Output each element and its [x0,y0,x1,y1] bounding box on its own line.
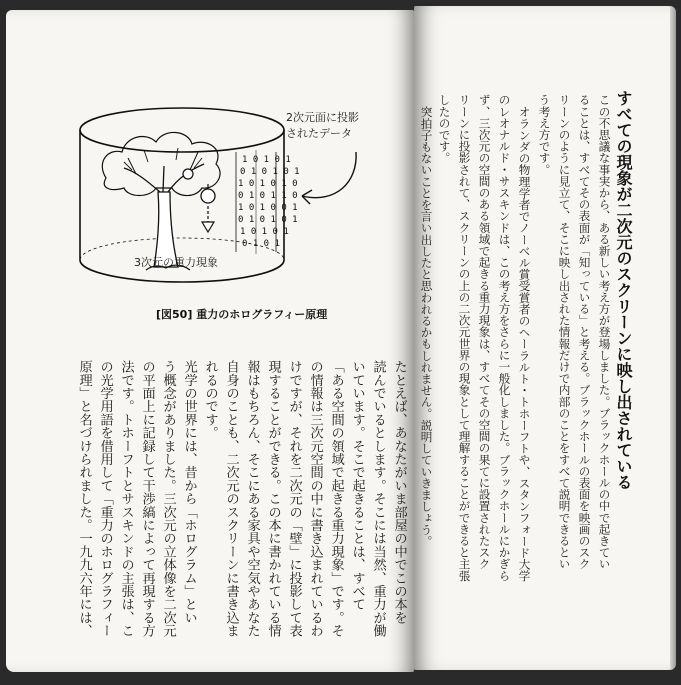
left-text-line-12: う概念がありました。三次元の立体像を二次元 [160,360,176,638]
right-text-line-7: ず、三次元の空間のある領域で起きる重力現象は、すべてその空間の果てに設置されたスク [477,94,492,570]
right-text-line-10: 突拍子もないことを言い出したと思われるかもしれません。説明していきましょう。 [419,106,434,547]
left-text-line-2: 読んでいるとします。そこには当然、重力が働 [370,360,386,638]
right-text-line-4: う考え方です。 [537,94,552,176]
page-edge [670,6,676,670]
left-page [6,10,414,672]
left-text-line-7: 現することができる。この本に書かれている情 [265,360,281,638]
left-text-line-11: 光学の世界には、昔から「ホログラム」とい [181,360,197,624]
left-text-line-10: れるのです。 [202,360,218,440]
right-page [414,6,676,670]
right-text-line-2: ることは、すべてその表面が「知っている」と考える。ブラックホールの表面を映画のスク [577,94,592,570]
svg-text:1 0 1 0 1 0: 1 0 1 0 1 0 [238,179,298,189]
left-text-line-16: 原理」と名づけられました。一九九六年には、 [76,360,92,638]
left-text-line-5: の情報は三次元空間の中に書き込まれているわ [307,360,323,638]
svg-text:0 1 0 1 0 1: 0 1 0 1 0 1 [240,167,300,177]
left-text-line-8: 報はもちろん、そこにある家具や空気やあなた [244,360,260,638]
left-text-line-1: たとえば、あなたがいま部屋の中でこの本を [391,360,407,624]
right-text-line-3: リーンのように見立て、そこに映し出された情報だけで内部のことをすべて説明できるとい [557,94,572,570]
right-text-line-8: リーンに投影されて、スクリーンの上の二次元世界の現象として理解することができると主張 [457,94,472,582]
svg-text:0 1 0 1: 0 1 0 1 [242,239,280,249]
section-heading: すべての現象が二次元のスクリーンに映し出されている [614,90,633,490]
left-text-line-3: いています。そこで起きることは、すべて [349,360,365,611]
left-text-line-6: けですが、それを二次元の「壁」に投影して表 [286,360,302,638]
figure-caption: [図50] 重力のホログラフィー原理 [156,308,328,321]
left-text-line-4: 「ある空間の領域で起きる重力現象」です。そ [328,360,344,638]
right-text-line-9: したのです。 [437,94,452,164]
left-text-line-15: の光学用語を借用して「重力のホログラフィー [97,360,113,638]
left-text-line-13: の平面上に記録して干渉縞によって再現する方 [139,360,155,638]
svg-text:1 0 1 0 1: 1 0 1 0 1 [240,227,289,237]
left-text-line-14: 法です。トホーフトとサスキンドの主張は、こ [118,360,134,638]
svg-text:0 1 0 1 0 1: 0 1 0 1 0 1 [238,215,298,225]
svg-text:1 0 1 0 1: 1 0 1 0 1 [242,155,291,165]
right-text-line-6: のレオナルド・サスキンドは、この考え方をさらに一般化しました。ブラックホールにかぎら [497,94,512,582]
projected-data-label: 2次元面に投影 されたデータ [286,111,359,140]
svg-text:1 0 1 0 0 1: 1 0 1 0 0 1 [238,203,298,213]
left-text-line-9: 自身のことも、二次元のスクリーンに書き込ま [223,360,239,638]
gravity-phenomenon-label: 3次元の重力現象 [134,256,218,269]
right-text-line-1: この不思議な事実から、ある新しい考え方が登場しました。ブラックホールの中で起きてい [597,94,612,570]
right-text-line-5: オランダの物理学者でノーベル賞受賞者のヘーラルト・トホーフトや、スタンフォード大学 [517,106,532,582]
svg-text:0 1 0 1 1 0: 0 1 0 1 1 0 [238,191,298,201]
